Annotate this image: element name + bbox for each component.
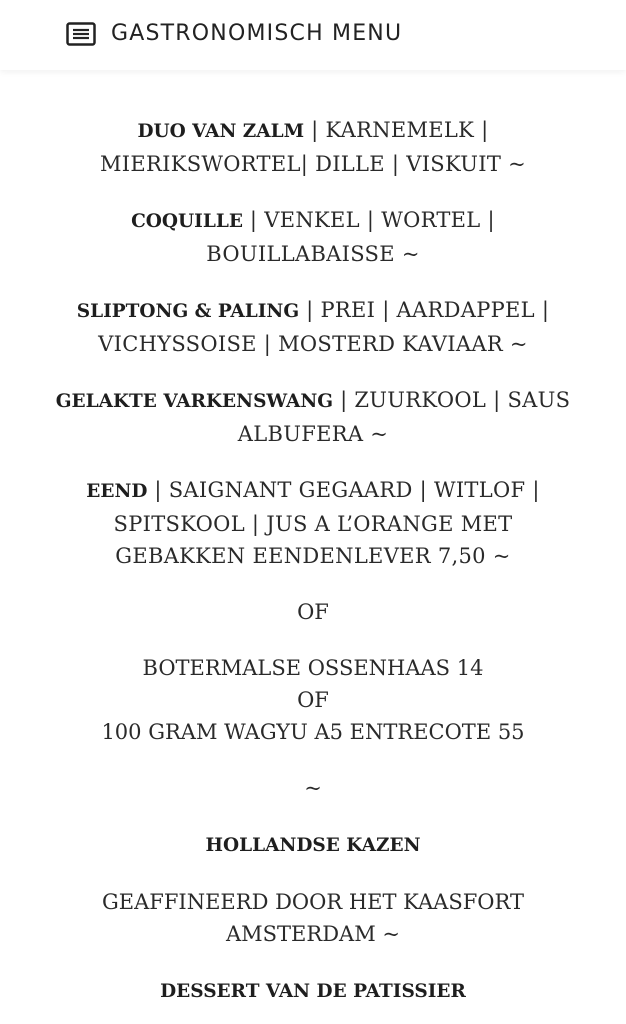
- menu-alternative: [53, 652, 573, 748]
- dish-name: COQUILLE: [131, 211, 243, 232]
- dish-description: AMSTERDAM ~: [226, 922, 400, 946]
- dish-description: ALBUFERA ~: [237, 422, 389, 446]
- menu-icon[interactable]: [66, 22, 96, 46]
- dish-name: HOLLANDSE KAZEN: [205, 835, 421, 856]
- dish-description: | KARNEMELK |: [304, 118, 489, 142]
- dish-description: MIERIKSWORTEL| DILLE | VISKUIT ~: [99, 152, 527, 176]
- alternative-line: BOTERMALSE OSSENHAAS 14: [142, 656, 484, 680]
- menu-item: [53, 886, 573, 950]
- dish-description: | VENKEL | WORTEL |: [242, 208, 495, 232]
- alternative-line: 100 GRAM WAGYU A5 ENTRECOTE 55: [101, 720, 525, 744]
- menu-item: [53, 974, 573, 1008]
- dish-name: DUO VAN ZALM: [137, 121, 305, 142]
- dish-description: BOUILLABAISSE ~: [206, 242, 420, 266]
- alternative-separator: OF: [297, 688, 329, 712]
- dish-description: | PREI | AARDAPPEL |: [299, 298, 550, 322]
- dish-description: VICHYSSOISE | MOSTERD KAVIAAR ~: [98, 332, 528, 356]
- menu-item: [53, 204, 573, 270]
- dish-name: SLIPTONG & PALING: [76, 301, 300, 322]
- dish-description: | SAIGNANT GEGAARD | WITLOF |: [147, 478, 540, 502]
- dish-name: GELAKTE VARKENSWANG: [55, 391, 334, 412]
- dish-description: GEAFFINEERD DOOR HET KAASFORT: [102, 890, 524, 914]
- page-title: GASTRONOMISCH MENU: [111, 21, 403, 46]
- menu-item: [53, 384, 573, 450]
- dish-description: GEBAKKEN EENDENLEVER 7,50 ~: [115, 544, 511, 568]
- menu-item: [53, 474, 573, 572]
- menu-item: [53, 114, 573, 180]
- menu-content: [0, 114, 626, 1024]
- menu-tilde: ~: [304, 776, 322, 800]
- dish-name: EEND: [86, 481, 148, 502]
- top-bar: [0, 0, 626, 70]
- menu-item: [53, 294, 573, 360]
- menu-item: [53, 828, 573, 862]
- menu-separator: OF: [297, 600, 329, 624]
- dish-name: DESSERT VAN DE PATISSIER: [160, 981, 466, 1002]
- dish-description: SPITSKOOL | JUS A L’ORANGE MET: [113, 512, 513, 536]
- dish-description: | ZUURKOOL | SAUS: [333, 388, 571, 412]
